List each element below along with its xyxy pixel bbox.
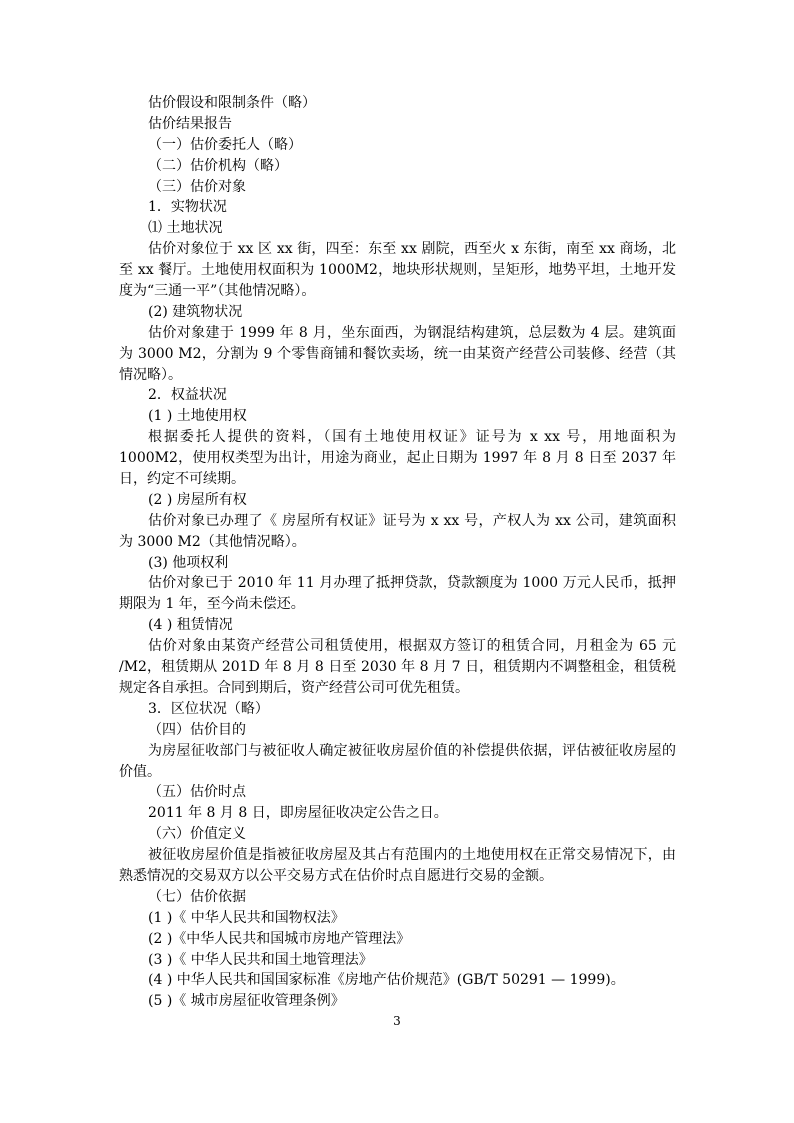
text-line: 情况略）。	[119, 366, 182, 383]
document-body	[119, 93, 676, 1012]
text-line: 2．权益状况	[148, 387, 227, 404]
text-line: 1．实物状况	[148, 199, 227, 216]
text-line: 日，约定不可续期。	[119, 471, 245, 488]
paragraph	[119, 218, 676, 239]
text-line: 为 3000 M2，分割为 9 个零售商铺和餐饮卖场，统一由某资产经营公司装修、经营（其	[119, 345, 676, 362]
text-line: (5 )《 城市房屋征收管理条例》	[148, 993, 345, 1010]
paragraph	[119, 156, 676, 177]
paragraph	[119, 302, 676, 323]
text-line: （一）估价委托人（略）	[148, 136, 302, 153]
text-line: 估价对象已办理了《 房屋所有权证》证号为 x xx 号，产权人为 xx 公司，建筑面积	[148, 512, 676, 529]
text-line: (2 )《中华人民共和国城市房地产管理法》	[148, 930, 411, 947]
text-line: （三）估价对象	[148, 178, 246, 195]
text-line: 期限为 1 年，至今尚未偿还。	[119, 596, 305, 613]
paragraph	[119, 553, 676, 574]
text-line: 为 3000 M2（其他情况略）。	[119, 533, 306, 550]
text-line: (2 ) 房屋所有权	[148, 491, 247, 508]
text-line: 熟悉情况的交易双方以公平交易方式在估价时点自愿进行交易的金额。	[119, 867, 553, 884]
paragraph	[119, 782, 676, 803]
paragraph	[119, 323, 676, 386]
paragraph	[119, 511, 676, 553]
text-line: 规定各自承担。合同到期后，资产经营公司可优先租赁。	[119, 679, 469, 696]
text-line: 2011 年 8 月 8 日，即房屋征收决定公告之日。	[148, 805, 448, 822]
text-line: (3 )《 中华人民共和国土地管理法》	[148, 951, 373, 968]
paragraph	[119, 135, 676, 156]
paragraph	[119, 490, 676, 511]
page-number: 3	[393, 1014, 401, 1028]
paragraph	[119, 427, 676, 490]
paragraph	[119, 385, 676, 406]
text-line: 价值。	[119, 763, 161, 780]
text-line: 估价假设和限制条件（略）	[148, 95, 316, 111]
text-line: 1000M2，使用权类型为出计，用途为商业，起止日期为 1997 年 8 月 8 日至 2037 年	[119, 450, 676, 467]
paragraph	[119, 239, 676, 302]
paragraph	[119, 114, 676, 135]
paragraph	[119, 636, 676, 699]
text-line: ⑴ 土地状况	[148, 220, 223, 237]
text-line: (4 ) 租赁情况	[148, 617, 233, 634]
text-line: (1 ) 土地使用权	[148, 408, 247, 425]
paragraph	[119, 741, 676, 783]
paragraph	[119, 197, 676, 218]
paragraph	[119, 615, 676, 636]
paragraph	[119, 803, 676, 824]
text-line: 被征收房屋价值是指被征收房屋及其占有范围内的土地使用权在正常交易情况下，由	[148, 847, 676, 864]
paragraph	[119, 699, 676, 720]
paragraph	[119, 845, 676, 887]
paragraph	[119, 573, 676, 615]
paragraph	[119, 887, 676, 908]
paragraph	[119, 929, 676, 950]
paragraph	[119, 177, 676, 198]
text-line: (4 ) 中华人民共和国国家标准《房地产估价规范》(GB/T 50291 — 1999)。	[148, 972, 625, 989]
text-line: （四）估价目的	[148, 721, 246, 738]
paragraph	[119, 720, 676, 741]
text-line: 为房屋征收部门与被征收人确定被征收房屋价值的补偿提供依据，评估被征收房屋的	[148, 742, 676, 759]
paragraph	[119, 824, 676, 845]
paragraph	[119, 950, 676, 971]
text-line: 估价结果报告	[148, 115, 232, 132]
text-line: 3．区位状况（略）	[148, 700, 269, 717]
text-line: (1 )《 中华人民共和国物权法》	[148, 909, 345, 926]
paragraph	[119, 908, 676, 929]
text-line: （六）价值定义	[148, 826, 246, 843]
text-line: (2) 建筑物状况	[148, 303, 243, 320]
text-line: 估价对象由某资产经营公司租赁使用，根据双方签订的租赁合同，月租金为 65 元	[148, 638, 676, 655]
text-line: 根据委托人提供的资料，（国有土地使用权证》证号为 x xx 号，用地面积为	[148, 429, 676, 446]
text-line: 至 xx 餐厅。土地使用权面积为 1000M2，地块形状规则，呈矩形，地势平坦，土地开发	[119, 262, 676, 279]
paragraph	[119, 970, 676, 991]
text-line: （七）估价依据	[148, 888, 246, 905]
paragraph	[119, 991, 676, 1012]
text-line: 估价对象位于 xx 区 xx 街，四至：东至 xx 剧院，西至火 x 东街，南至 xx 商场，北	[148, 241, 676, 258]
paragraph	[119, 406, 676, 427]
paragraph	[119, 93, 676, 114]
text-line: 估价对象已于 2010 年 11 月办理了抵押贷款，贷款额度为 1000 万元人民币，抵押	[148, 575, 676, 592]
text-line: （五）估价时点	[148, 784, 246, 801]
text-line: /M2，租赁期从 201D 年 8 月 8 日至 2030 年 8 月 7 日，租赁期内不调整租金，租赁税	[119, 659, 676, 676]
text-line: (3) 他项权利	[148, 554, 229, 571]
text-line: （二）估价机构（略）	[148, 157, 288, 174]
text-line: 估价对象建于 1999 年 8 月，坐东面西，为钢混结构建筑，总层数为 4 层。建筑面	[148, 324, 676, 341]
text-line: 度为“三通一平”（其他情况略）。	[119, 283, 316, 300]
